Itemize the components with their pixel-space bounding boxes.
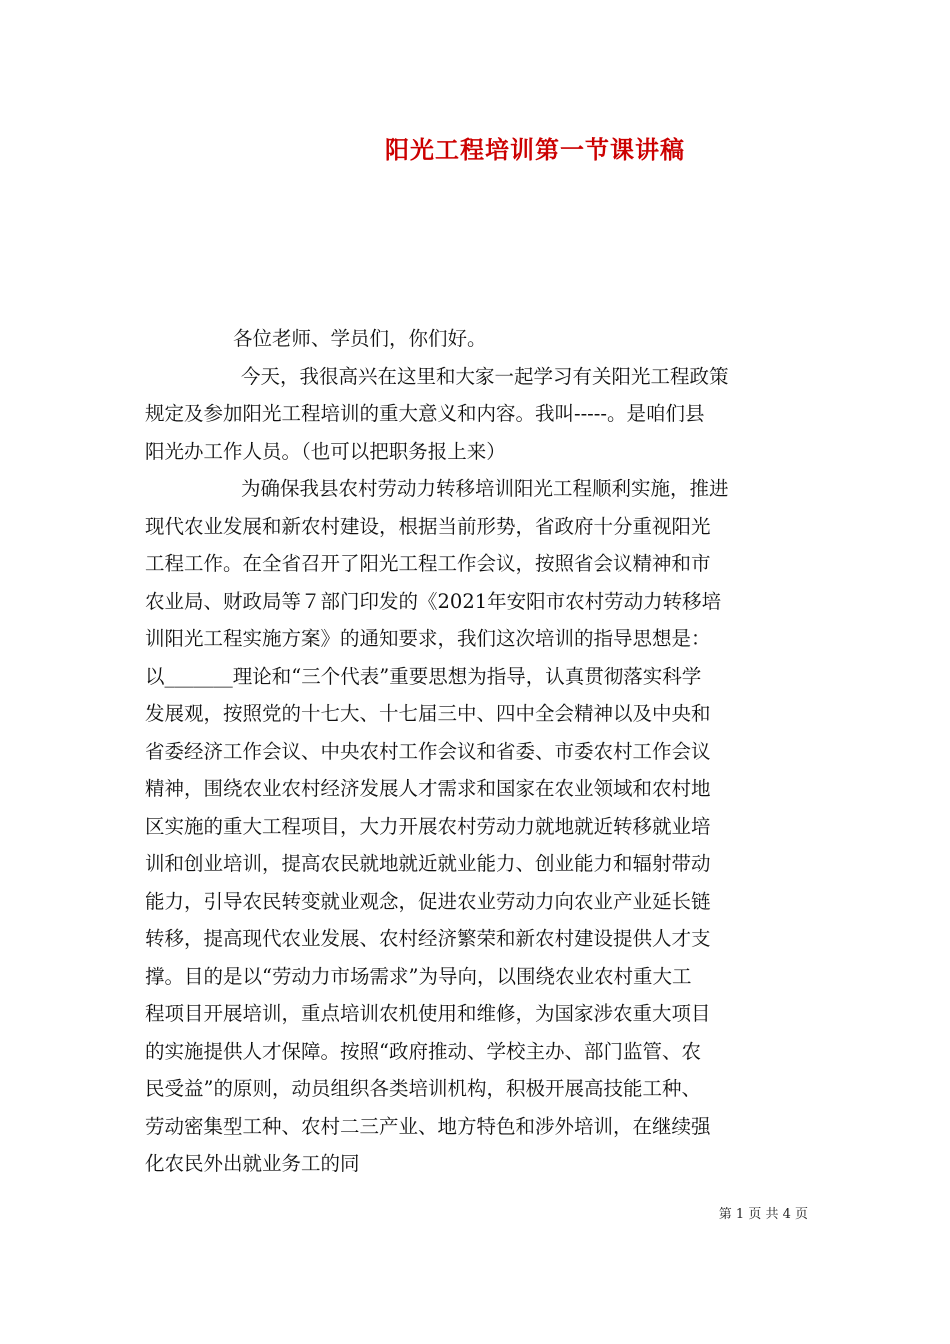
paragraph-2-line: 以_______理论和“三个代表”重要思想为指导，认真贯彻落实科学 (145, 664, 702, 688)
paragraph-1-line: 今天，我很高兴在这里和大家一起学习有关阳光工程政策 (241, 364, 729, 388)
paragraph-1-line: 规定及参加阳光工程培训的重大意义和内容。我叫-----。是咱们县 (145, 402, 705, 425)
paragraph-2-line: 程项目开展培训，重点培训农机使用和维修，为国家涉农重大项目 (145, 1002, 711, 1025)
document-body (145, 320, 810, 1183)
paragraph-2-line: 劳动密集型工种、农村二三产业、地方特色和涉外培训，在继续强 (145, 1114, 711, 1138)
paragraph-2-line: 农业局、财政局等７部门印发的《2021年安阳市农村劳动力转移培 (145, 589, 722, 613)
page-number-footer: 第 1 页 共 4 页 (718, 1207, 808, 1222)
paragraph-2-line: 发展观，按照党的十七大、十七届三中、四中全会精神以及中央和 (145, 702, 711, 725)
paragraph-2-line: 撑。目的是以“劳动力市场需求”为导向，以围绕农业农村重大工 (145, 964, 692, 988)
paragraph-2-line: 区实施的重大工程项目，大力开展农村劳动力就地就近转移就业培 (145, 814, 711, 838)
paragraph-1-line: 阳光办工作人员。（也可以把职务报上来） (145, 439, 506, 463)
greeting-line: 各位老师、学员们，你们好。 (233, 327, 487, 350)
paragraph-2-line: 为确保我县农村劳动力转移培训阳光工程顺利实施，推进 (241, 477, 729, 500)
paragraph-2-line: 转移，提高现代农业发展、农村经济繁荣和新农村建设提供人才支 (145, 927, 711, 950)
document-title: 阳光工程培训第一节课讲稿 (385, 136, 685, 164)
paragraph-2-line: 能力，引导农民转变就业观念，促进农业劳动力向农业产业延长链 (145, 889, 711, 913)
paragraph-2-line: 化农民外出就业务工的同 (145, 1152, 360, 1175)
paragraph-2-line: 民受益”的原则，动员组织各类培训机构，积极开展高技能工种、 (145, 1077, 701, 1100)
paragraph-2-line: 省委经济工作会议、中央农村工作会议和省委、市委农村工作会议 (145, 739, 711, 763)
paragraph-2-line: 现代农业发展和新农村建设，根据当前形势，省政府十分重视阳光 (145, 514, 711, 538)
paragraph-2-line: 的实施提供人才保障。按照“政府推动、学校主办、部门监管、农 (145, 1039, 701, 1063)
paragraph-2-line: 训和创业培训，提高农民就地就近就业能力、创业能力和辐射带动 (145, 852, 711, 875)
paragraph-2-line: 工程工作。在全省召开了阳光工程工作会议，按照省会议精神和市 (145, 552, 711, 575)
paragraph-2-line: 训阳光工程实施方案》的通知要求，我们这次培训的指导思想是： (145, 627, 711, 650)
paragraph-2-line: 精神，围绕农业农村经济发展人才需求和国家在农业领域和农村地 (145, 777, 711, 800)
